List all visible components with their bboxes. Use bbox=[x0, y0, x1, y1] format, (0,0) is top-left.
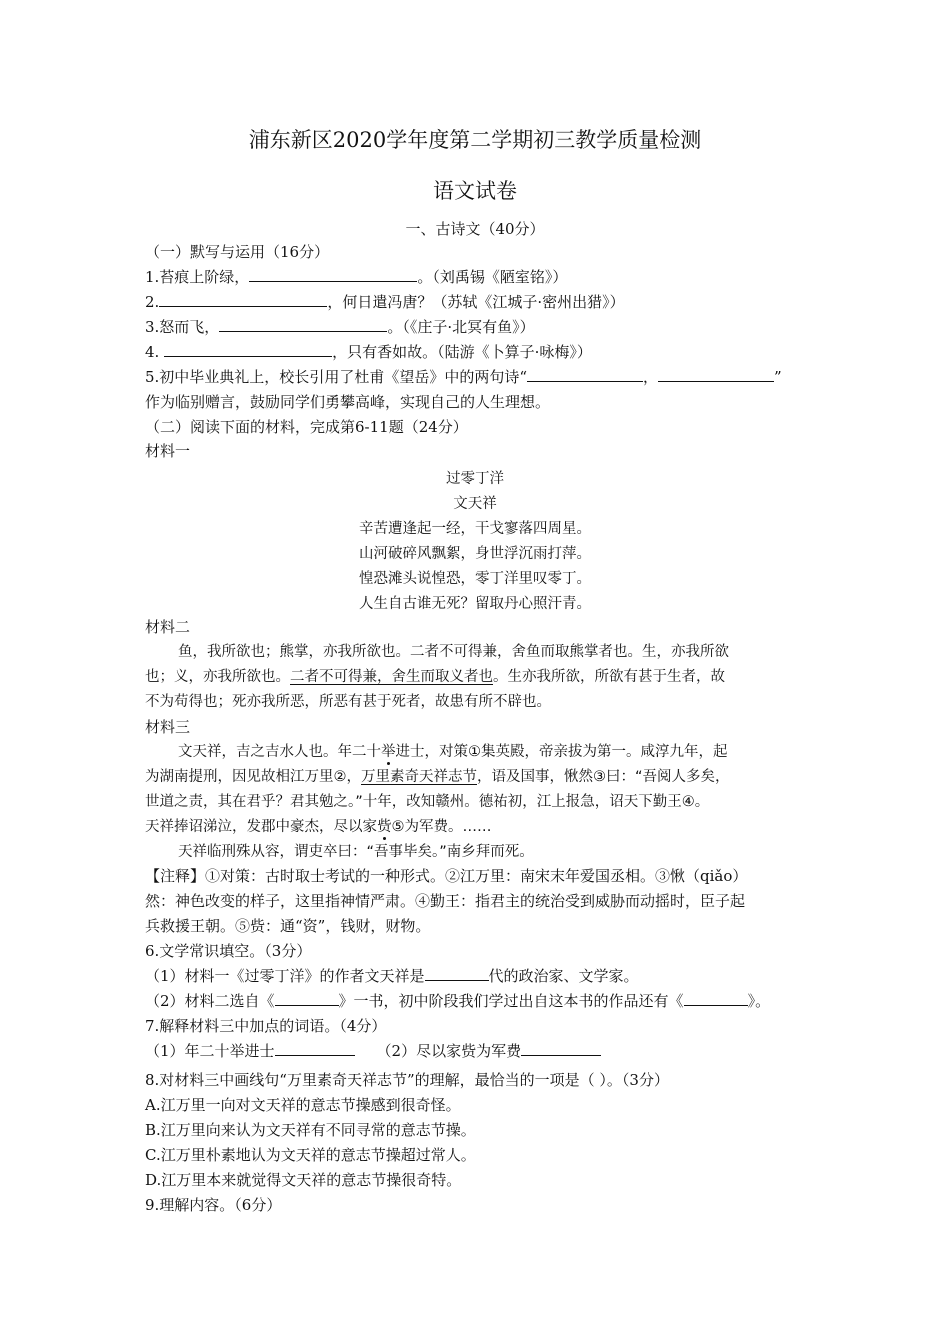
notes-line: 兵救援王朝。⑤赀：通“资”，钱财，财物。 bbox=[145, 917, 431, 935]
answer-blank[interactable] bbox=[275, 991, 339, 1006]
answer-blank[interactable] bbox=[164, 342, 332, 357]
poem-line: 辛苦遭逢起一经，干戈寥落四周星。 bbox=[359, 521, 591, 537]
material-3-text: 文天祥，吉之吉水人也。年二十举进士，对策①集英殿，帝亲拔为第一。咸淳九年，起 bbox=[178, 744, 728, 760]
question-6-sub1: （1）材料一《过零丁洋》的作者文天祥是 代的政治家、文学家。 bbox=[145, 967, 639, 985]
answer-blank[interactable] bbox=[275, 1041, 355, 1056]
poem-line: 人生自古谁无死？留取丹心照汗青。 bbox=[359, 596, 591, 612]
material-1-label: 材料一 bbox=[145, 442, 191, 460]
poem-title: 过零丁洋 bbox=[446, 471, 504, 487]
material-3-text: 天祥临刑殊从容，谓吏卒曰：“吾事毕矣。”南乡拜而死。 bbox=[178, 844, 534, 860]
dotted-word: 举 bbox=[381, 744, 396, 760]
question-3: 3.怒而飞， 。（《庄子·北冥有鱼》） bbox=[145, 318, 535, 336]
answer-blank[interactable] bbox=[249, 267, 417, 282]
underlined-sentence: 万里素奇天祥志节 bbox=[361, 769, 477, 785]
material-2-text: 不为苟得也；死亦我所恶，所恶有甚于死者，故患有所不辟也。 bbox=[145, 694, 551, 710]
answer-blank[interactable] bbox=[425, 966, 489, 981]
answer-blank[interactable] bbox=[219, 317, 387, 332]
answer-blank[interactable] bbox=[658, 367, 774, 382]
question-8-stem: 8.对材料三中画线句“万里素奇天祥志节”的理解，最恰当的一项是（ ）。（3分） bbox=[145, 1071, 669, 1089]
answer-blank[interactable] bbox=[521, 1041, 601, 1056]
exam-title: 浦东新区2020学年度第二学期初三教学质量检测 bbox=[248, 128, 702, 152]
part1-heading: （一）默写与运用（16分） bbox=[145, 243, 330, 261]
question-2: 2. ，何日遣冯唐？（苏轼《江城子·密州出猎》） bbox=[145, 293, 625, 311]
answer-blank[interactable] bbox=[159, 292, 327, 307]
underlined-sentence: 二者不可得兼，舍生而取义者也 bbox=[290, 669, 493, 685]
option-a[interactable]: A.江万里一向对文天祥的意志节操感到很奇怪。 bbox=[145, 1096, 461, 1114]
material-2-label: 材料二 bbox=[145, 618, 191, 636]
question-1: 1.苔痕上阶绿， 。（刘禹锡《陋室铭》） bbox=[145, 268, 568, 286]
question-5: 5.初中毕业典礼上，校长引用了杜甫《望岳》中的两句诗“ ， ” bbox=[145, 368, 782, 386]
notes-line: 【注释】①对策：古时取士考试的一种形式。②江万里：南宋末年爱国丞相。③愀（qiǎo） bbox=[145, 867, 748, 885]
question-6-stem: 6.文学常识填空。（3分） bbox=[145, 942, 312, 960]
notes-line: 然：神色改变的样子，这里指神情严肃。④勤王：指君主的统治受到威胁而动摇时，臣子起 bbox=[145, 892, 746, 910]
material-2-text: 也；义，亦我所欲也。二者不可得兼，舍生而取义者也。生亦我所欲，所欲有甚于生者，故 bbox=[145, 669, 725, 685]
question-6-sub2: （2）材料二选自《 》一书，初中阶段我们学过出自这本书的作品还有《 》。 bbox=[145, 992, 771, 1010]
poem-line: 山河破碎风飘絮，身世浮沉雨打萍。 bbox=[359, 546, 591, 562]
part2-heading: （二）阅读下面的材料，完成第6-11题（24分） bbox=[145, 418, 468, 436]
answer-blank[interactable] bbox=[684, 991, 748, 1006]
question-4: 4. ，只有香如故。（陆游《卜算子·咏梅》） bbox=[145, 343, 592, 361]
option-c[interactable]: C.江万里朴素地认为文天祥的意志节操超过常人。 bbox=[145, 1146, 476, 1164]
section-heading: 一、古诗文（40分） bbox=[405, 220, 545, 238]
option-b[interactable]: B.江万里向来认为文天祥有不同寻常的意志节操。 bbox=[145, 1121, 476, 1139]
material-3-text: 天祥捧诏涕泣，发郡中豪杰，尽以家赀⑤为军费。…… bbox=[145, 819, 492, 835]
question-7-stem: 7.解释材料三中加点的词语。（4分） bbox=[145, 1017, 387, 1035]
material-3-text: 世道之责，其在君乎？君其勉之。”十年，改知赣州。德祐初，江上报急，诏天下勤王④。 bbox=[145, 794, 710, 810]
material-2-text: 鱼，我所欲也；熊掌，亦我所欲也。二者不可得兼，舍鱼而取熊掌者也。生，亦我所欲 bbox=[178, 644, 729, 660]
material-3-label: 材料三 bbox=[145, 718, 191, 736]
material-3-text: 为湖南提刑，因见故相江万里②，万里素奇天祥志节，语及国事，愀然③曰：“吾阅人多矣， bbox=[145, 769, 730, 785]
question-9-stem: 9.理解内容。（6分） bbox=[145, 1196, 282, 1214]
question-5-line2: 作为临别赠言，鼓励同学们勇攀高峰，实现自己的人生理想。 bbox=[145, 393, 551, 411]
dotted-word: 赀 bbox=[377, 819, 392, 835]
exam-subtitle: 语文试卷 bbox=[433, 179, 517, 203]
answer-blank[interactable] bbox=[527, 367, 643, 382]
poem-author: 文天祥 bbox=[453, 496, 497, 512]
question-7-subs: （1）年二十举进士 （2）尽以家赀为军费 bbox=[145, 1041, 601, 1061]
poem-line: 惶恐滩头说惶恐，零丁洋里叹零丁。 bbox=[359, 571, 591, 587]
option-d[interactable]: D.江万里本来就觉得文天祥的意志节操很奇特。 bbox=[145, 1171, 462, 1189]
